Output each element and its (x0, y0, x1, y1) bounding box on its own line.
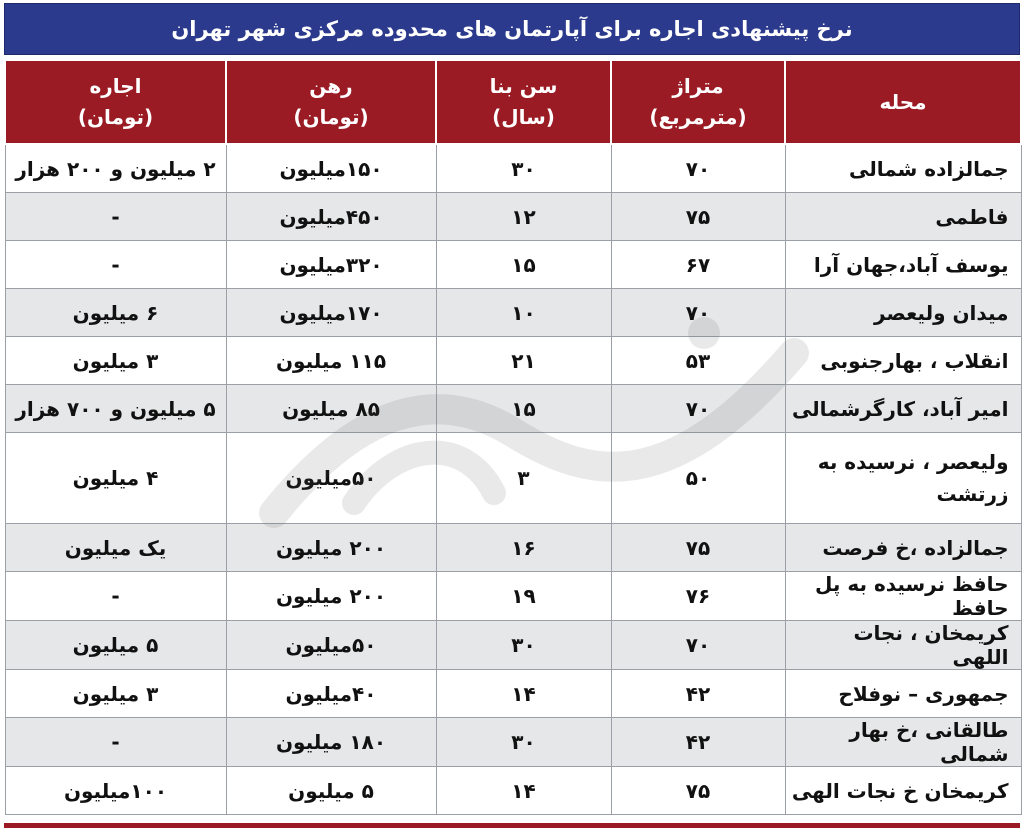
cell-rent: ۳ میلیون (5, 670, 226, 718)
cell-age: ۱۲ (436, 193, 611, 241)
cell-rent: - (5, 241, 226, 289)
cell-neighborhood: کریمخان خ نجات الهی (785, 767, 1021, 815)
table-row (5, 718, 1021, 767)
cell-age: ۱۴ (436, 767, 611, 815)
header-age (436, 60, 611, 144)
cell-neighborhood: ولیعصر ، نرسیده به زرتشت (785, 433, 1021, 524)
header-area-label: متراژ (672, 74, 724, 98)
table-row (5, 524, 1021, 572)
table-row (5, 621, 1021, 670)
table-row (5, 241, 1021, 289)
table-row (5, 767, 1021, 815)
cell-rent: ۵ میلیون و ۷۰۰ هزار (5, 385, 226, 433)
cell-rent: - (5, 718, 226, 767)
table-row (5, 337, 1021, 385)
header-age-unit: (سال) (492, 105, 555, 129)
cell-age: ۳۰ (436, 144, 611, 193)
table-row (5, 144, 1021, 193)
cell-area: ۷۶ (611, 572, 785, 621)
cell-deposit: ۳۲۰میلیون (226, 241, 436, 289)
cell-area: ۴۲ (611, 718, 785, 767)
header-age-label: سن بنا (489, 74, 558, 98)
table-row (5, 572, 1021, 621)
table-row (5, 433, 1021, 524)
cell-area: ۶۷ (611, 241, 785, 289)
cell-deposit: ۵۰میلیون (226, 433, 436, 524)
cell-deposit: ۲۰۰ میلیون (226, 572, 436, 621)
header-deposit (226, 60, 436, 144)
cell-area: ۷۵ (611, 193, 785, 241)
table-row (5, 193, 1021, 241)
cell-age: ۱۵ (436, 241, 611, 289)
cell-neighborhood: جمهوری – نوفلاح (785, 670, 1021, 718)
cell-neighborhood: انقلاب ، بهارجنوبی (785, 337, 1021, 385)
cell-age: ۳۰ (436, 621, 611, 670)
cell-age: ۳۰ (436, 718, 611, 767)
cell-neighborhood: طالقانی ،خ بهار شمالی (785, 718, 1021, 767)
cell-neighborhood: امیر آباد، کارگرشمالی (785, 385, 1021, 433)
table-body (5, 144, 1021, 815)
table-header (5, 60, 1021, 144)
table-row (5, 670, 1021, 718)
header-rent-label: اجاره (89, 74, 142, 98)
cell-neighborhood: کریمخان ، نجات اللهی (785, 621, 1021, 670)
cell-area: ۷۰ (611, 289, 785, 337)
cell-area: ۷۵ (611, 524, 785, 572)
cell-neighborhood: فاطمی (785, 193, 1021, 241)
cell-deposit: ۱۱۵ میلیون (226, 337, 436, 385)
header-rent-unit: (تومان) (77, 105, 154, 129)
table-title: نرخ پیشنهادی اجاره برای آپارتمان های محدوده مرکزی شهر تهران (4, 3, 1020, 55)
cell-neighborhood: جمالزاده شمالی (785, 144, 1021, 193)
cell-area: ۵۳ (611, 337, 785, 385)
cell-deposit: ۱۷۰میلیون (226, 289, 436, 337)
cell-rent: ۴ میلیون (5, 433, 226, 524)
table-row (5, 385, 1021, 433)
cell-age: ۱۴ (436, 670, 611, 718)
cell-area: ۷۰ (611, 385, 785, 433)
header-area-unit: (مترمربع) (649, 105, 747, 129)
cell-area: ۷۵ (611, 767, 785, 815)
header-deposit-unit: (تومان) (293, 105, 369, 129)
cell-age: ۱۰ (436, 289, 611, 337)
cell-area: ۴۲ (611, 670, 785, 718)
cell-age: ۳ (436, 433, 611, 524)
cell-neighborhood: یوسف آباد،جهان آرا (785, 241, 1021, 289)
cell-deposit: ۸۵ میلیون (226, 385, 436, 433)
table-frame (4, 3, 1020, 831)
cell-rent: ۲ میلیون و ۲۰۰ هزار (5, 144, 226, 193)
cell-deposit: ۱۵۰میلیون (226, 144, 436, 193)
header-area (611, 60, 785, 144)
header-neighborhood (785, 60, 1021, 144)
cell-neighborhood: حافظ نرسیده به پل حافظ (785, 572, 1021, 621)
cell-deposit: ۱۸۰ میلیون (226, 718, 436, 767)
cell-neighborhood: میدان ولیعصر (785, 289, 1021, 337)
bottom-rule (4, 823, 1020, 828)
cell-deposit: ۵۰میلیون (226, 621, 436, 670)
cell-deposit: ۵ میلیون (226, 767, 436, 815)
cell-deposit: ۴۰میلیون (226, 670, 436, 718)
cell-neighborhood: جمالزاده ،خ فرصت (785, 524, 1021, 572)
cell-age: ۲۱ (436, 337, 611, 385)
header-row (5, 60, 1021, 144)
cell-rent: - (5, 193, 226, 241)
cell-age: ۱۹ (436, 572, 611, 621)
cell-rent: ۳ میلیون (5, 337, 226, 385)
cell-area: ۷۰ (611, 144, 785, 193)
cell-rent: ۶ میلیون (5, 289, 226, 337)
header-deposit-label: رهن (309, 74, 353, 98)
cell-rent: ۱۰۰میلیون (5, 767, 226, 815)
header-neighborhood-label: محله (879, 89, 927, 114)
cell-rent: یک میلیون (5, 524, 226, 572)
header-rent (5, 60, 226, 144)
cell-deposit: ۴۵۰میلیون (226, 193, 436, 241)
rent-table (4, 59, 1022, 815)
cell-age: ۱۶ (436, 524, 611, 572)
cell-rent: - (5, 572, 226, 621)
cell-deposit: ۲۰۰ میلیون (226, 524, 436, 572)
cell-area: ۵۰ (611, 433, 785, 524)
cell-area: ۷۰ (611, 621, 785, 670)
cell-rent: ۵ میلیون (5, 621, 226, 670)
table-row (5, 289, 1021, 337)
cell-age: ۱۵ (436, 385, 611, 433)
